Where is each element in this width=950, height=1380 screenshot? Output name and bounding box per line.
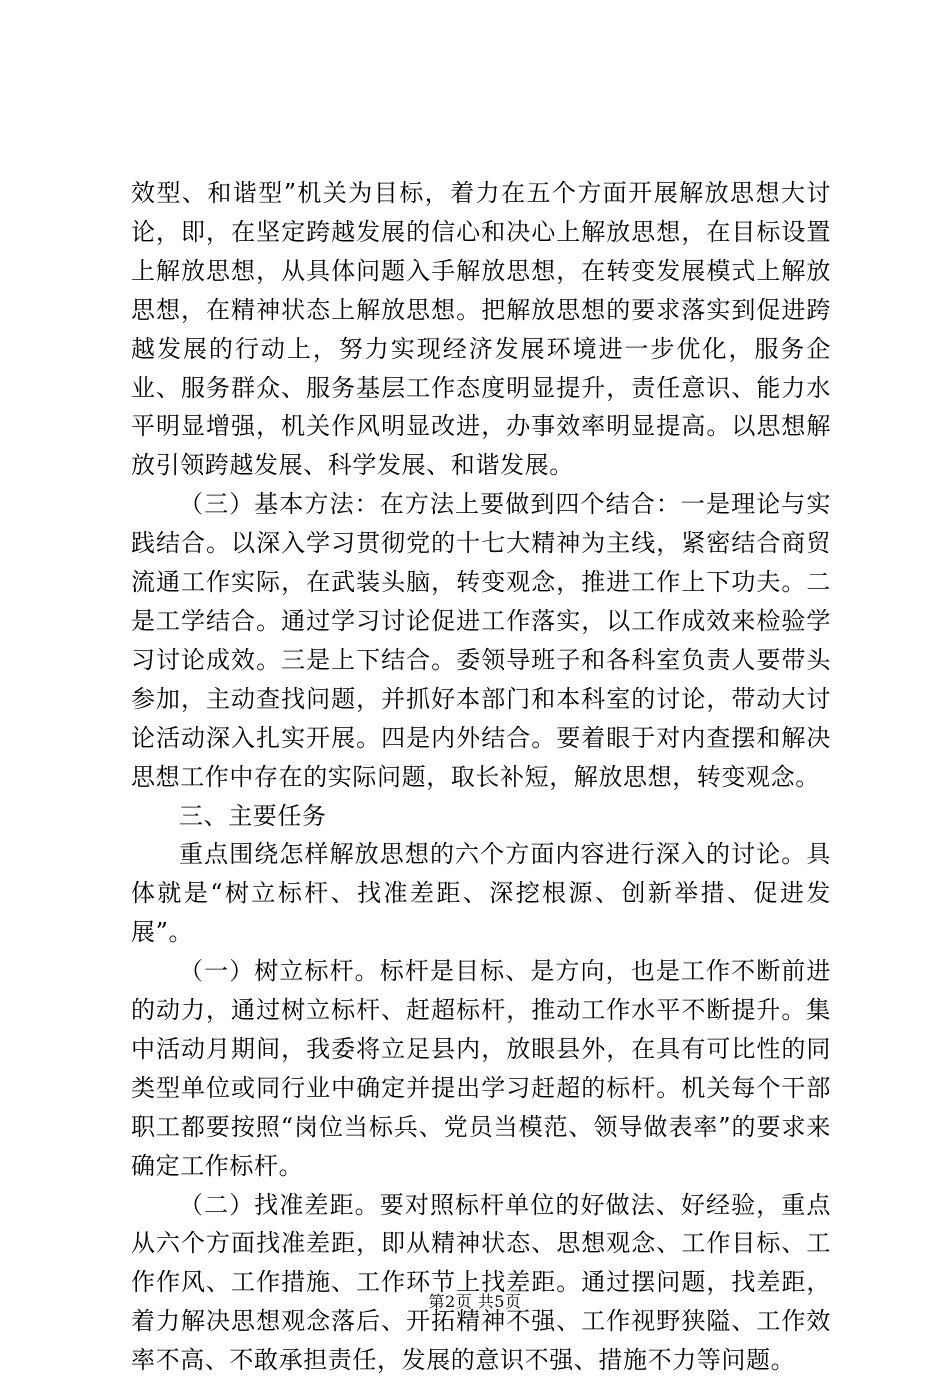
- page-number-footer: 第2页 共5页: [428, 1292, 522, 1311]
- paragraph-basic-methods: （三）基本方法：在方法上要做到四个结合：一是理论与实践结合。以深入学习贯彻党的十七大精神为主线，紧密结合商贸流通工作实际，在武装头脑，转变观念，推进工作上下功夫。二是工学结合。通过学习讨论促进工作落实，以工作成效来检验学习讨论成效。三是上下结合。委领导班子和各科室负责人要带头参加，主动查找问题，并抓好本部门和本科室的讨论，带动大讨论活动深入扎实开展。四是内外结合。要着眼于对内查摆和解决思想工作中存在的实际问题，取长补短，解放思想，转变观念。: [131, 490, 831, 791]
- paragraph-find-gaps: （二）找准差距。要对照标杆单位的好做法、好经验，重点从六个方面找准差距，即从精神状态、思想观念、工作目标、工作作风、工作措施、工作环节上找差距。通过摆问题，找差距，着力解决思想观念落后、开拓精神不强、工作视野狭隘、工作效率不高、不敢承担责任，发展的意识不强、措施不力等问题。: [131, 1190, 831, 1375]
- paragraph-main-tasks-intro: 重点围绕怎样解放思想的六个方面内容进行深入的讨论。具体就是“树立标杆、找准差距、深挖根源、创新举措、促进发展”。: [131, 840, 831, 947]
- section-heading-main-tasks: 三、主要任务: [179, 801, 327, 830]
- document-body: [131, 174, 831, 1380]
- paragraph-continuation: 效型、和谐型”机关为目标，着力在五个方面开展解放思想大讨论，即，在坚定跨越发展的信心和决心上解放思想，在目标设置上解放思想，从具体问题入手解放思想，在转变发展模式上解放思想，在精神状态上解放思想。把解放思想的要求落实到促进跨越发展的行动上，努力实现经济发展环境进一步优化，服务企业、服务群众、服务基层工作态度明显提升，责任意识、能力水平明显增强，机关作风明显改进，办事效率明显提高。以思想解放引领跨越发展、科学发展、和谐发展。: [131, 179, 831, 480]
- paragraph-set-benchmark: （一）树立标杆。标杆是目标、是方向，也是工作不断前进的动力，通过树立标杆、赶超标杆，推动工作水平不断提升。集中活动月期间，我委将立足县内，放眼县外，在具有可比性的同类型单位或同行业中确定并提出学习赶超的标杆。机关每个干部职工都要按照“岗位当标兵、党员当模范、领导做表率”的要求来确定工作标杆。: [131, 957, 831, 1180]
